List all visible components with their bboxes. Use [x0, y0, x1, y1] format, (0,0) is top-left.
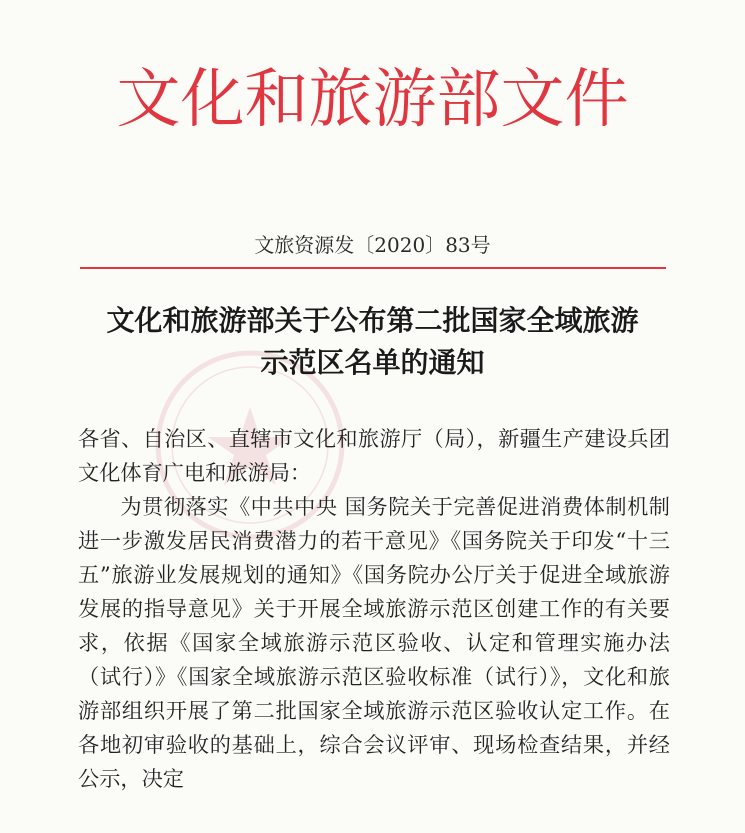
red-divider-line	[80, 267, 666, 269]
notice-title	[60, 300, 685, 384]
document-body	[78, 422, 670, 796]
salutation-paragraph: 各省、自治区、直辖市文化和旅游厅（局），新疆生产建设兵团文化体育广电和旅游局：	[78, 426, 670, 485]
masthead-title: 文化和旅游部文件	[116, 63, 629, 137]
notice-title-line-2: 示范区名单的通知	[260, 346, 485, 379]
notice-title-line-1: 文化和旅游部关于公布第二批国家全域旅游	[106, 304, 639, 337]
body-paragraph-1: 为贯彻落实《中共中央 国务院关于完善促进消费体制机制进一步激发居民消费潜力的若干意见》《国务院关于印发“十三五”旅游业发展规划的通知》《国务院办公厅关于促进全域旅游发展的指导意见》关于开展全域旅游示范区创建工作的有关要求，依据《国家全域旅游示范区验收、认定和管理实施办法（试行）》《国家全域旅游示范区验收标准（试行）》，文化和旅游部组织开展了第二批国家全域旅游示范区验收认定工作。在各地初审验收的基础上，综合会议评审、现场检查结果，并经公示，决定	[78, 494, 670, 791]
document-number: 文旅资源发〔2020〕83号	[254, 233, 491, 257]
